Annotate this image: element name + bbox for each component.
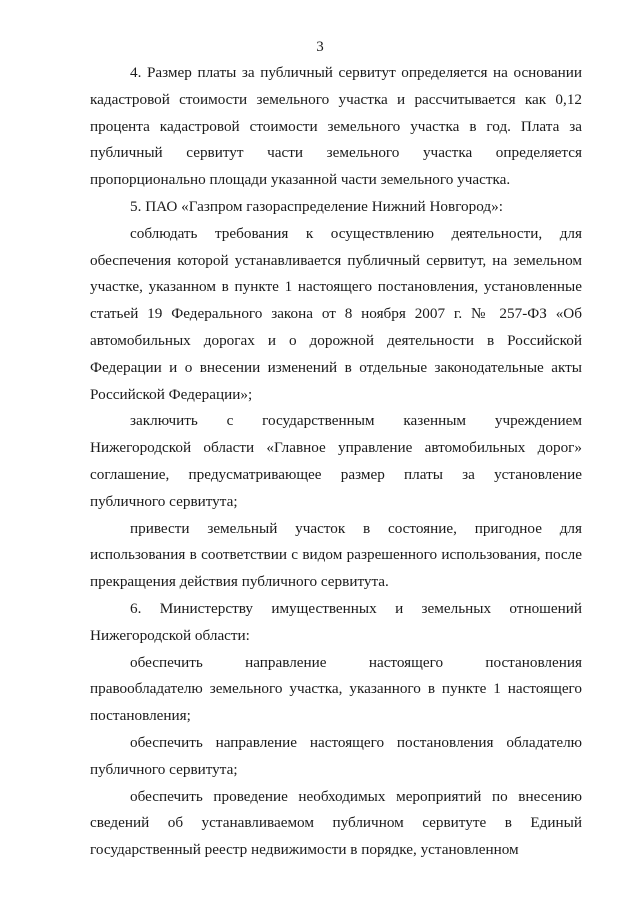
page-number: 3: [316, 39, 324, 55]
paragraph-send-to-rightholder: обеспечить направление настоящего постановления правообладателю земельного участка, указанного в пункте 1 настоящего постановления;: [90, 653, 582, 725]
paragraph-register-entry: обеспечить проведение необходимых мероприятий по внесению сведений об устанавливаемом публичном сервитуте в Единый государственный реестр недвижимости в порядке, установленном: [90, 787, 582, 859]
paragraph-item-5-heading: 5. ПАО «Газпром газораспределение Нижний Новгород»:: [130, 197, 503, 215]
document-body: [90, 60, 582, 864]
paragraph-fee-size: 4. Размер платы за публичный сервитут определяется на основании кадастровой стоимости земельного участка и рассчитывается как 0,12 процента кадастровой стоимости земельного участка в год. Плата за публичный сервитут части земельного участка определяется пропорционально площади указанной части земельного участка.: [90, 64, 582, 189]
paragraph-item-6-heading: 6. Министерству имущественных и земельных отношений Нижегородской области:: [90, 599, 582, 644]
paragraph-send-to-holder: обеспечить направление настоящего постановления обладателю публичного сервитута;: [90, 733, 582, 778]
paragraph-conclude-agreement: заключить с государственным казенным учреждением Нижегородской области «Главное управление автомобильных дорог» соглашение, предусматривающее размер платы за установление публичного сервитута;: [90, 412, 582, 510]
paragraph-restore-land: привести земельный участок в состояние, пригодное для использования в соответствии с видом разрешенного использования, после прекращения действия публичного сервитута.: [90, 519, 582, 591]
paragraph-comply-requirements: соблюдать требования к осуществлению деятельности, для обеспечения которой устанавливается публичный сервитут, на земельном участке, указанном в пункте 1 настоящего постановления, установленные статьей 19 Федерального закона от 8 ноября 2007 г. № 257-ФЗ «Об автомобильных дорогах и о дорожной деятельности в Российской Федерации и о внесении изменений в отдельные законодательные акты Российской Федерации»;: [90, 224, 582, 403]
